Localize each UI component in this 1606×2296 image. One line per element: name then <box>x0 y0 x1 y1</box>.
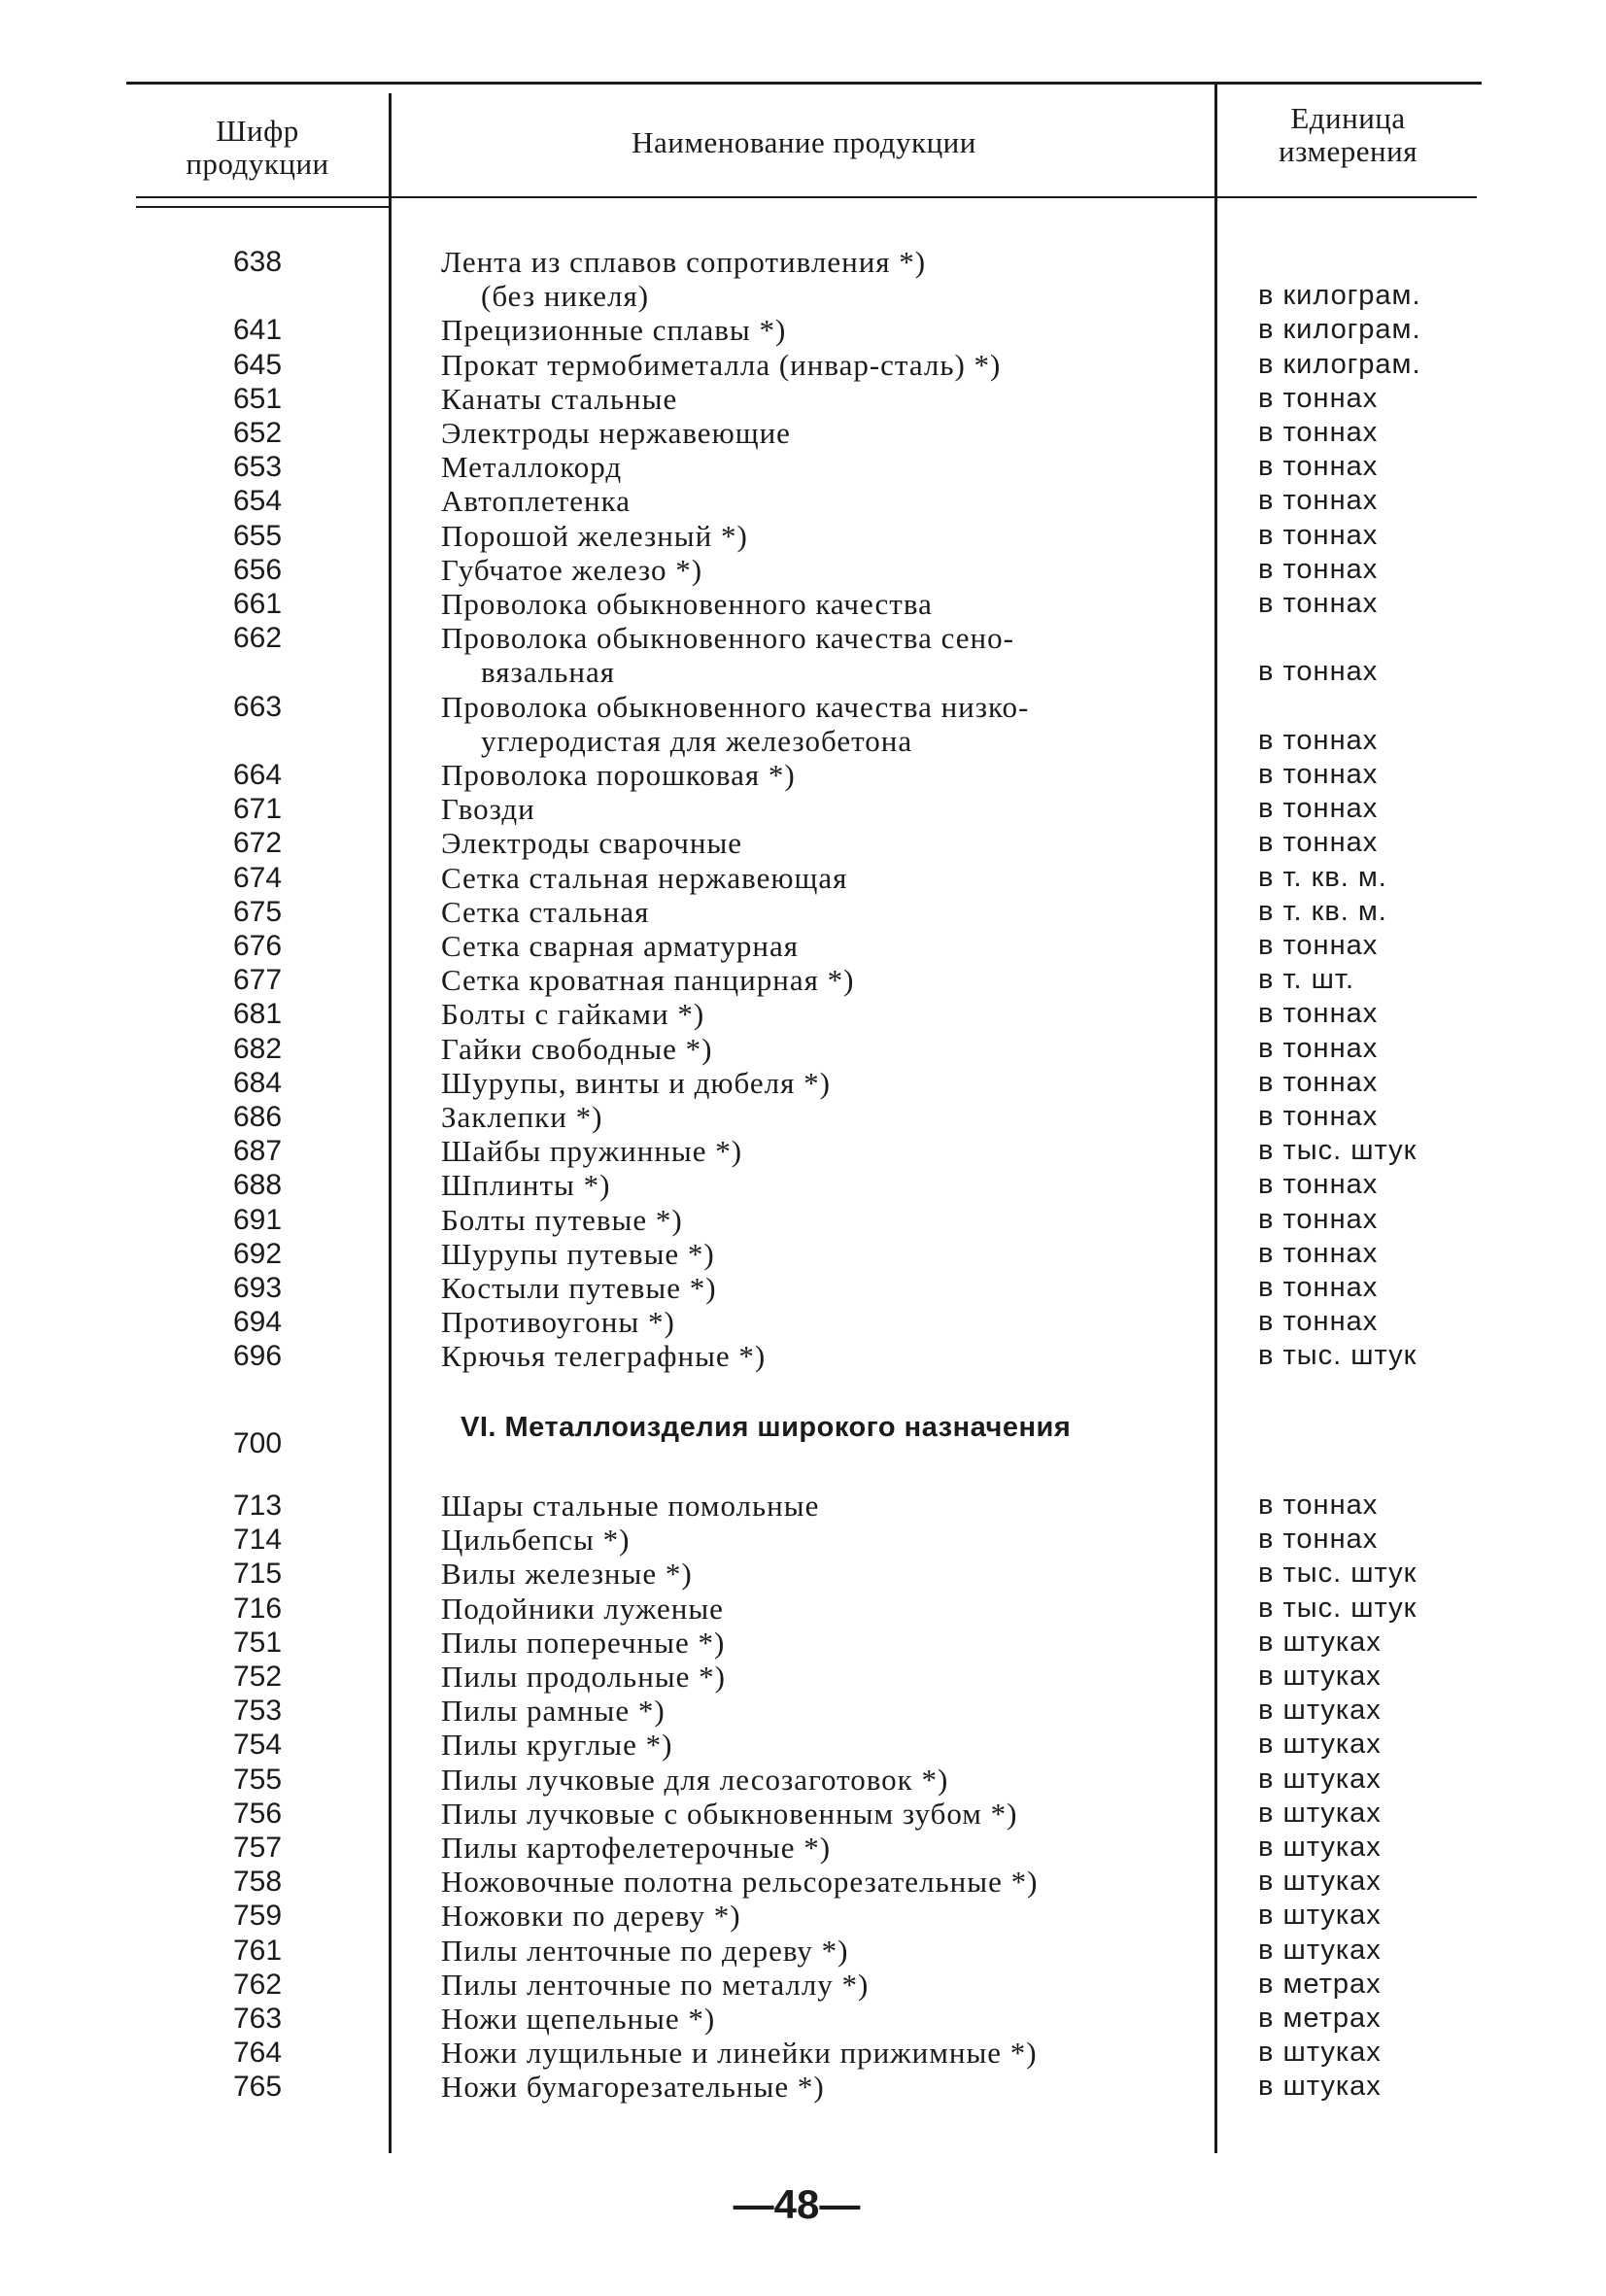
product-name: Заклепки *) <box>441 1100 603 1134</box>
product-code: 677 <box>232 964 283 996</box>
product-code: 682 <box>232 1033 283 1065</box>
page-number: —48— <box>733 2181 861 2227</box>
table-row <box>0 1237 1606 1271</box>
product-name: Проволока обыкновенного качества сено- <box>441 621 1014 655</box>
product-name: Сетка стальная <box>441 895 650 929</box>
product-unit: в штуках <box>1258 1900 1382 1931</box>
table-row <box>0 1934 1606 1968</box>
product-unit: в тоннах <box>1258 554 1379 585</box>
table-row <box>0 1305 1606 1339</box>
product-unit: в тоннах <box>1258 1101 1379 1132</box>
product-code: 663 <box>232 691 283 723</box>
table-row <box>0 1626 1606 1660</box>
table-row <box>0 1203 1606 1237</box>
product-code: 756 <box>232 1798 283 1830</box>
product-code: 653 <box>232 451 283 483</box>
section-code: 700 <box>232 1427 283 1459</box>
product-code: 757 <box>232 1832 283 1864</box>
table-row <box>0 416 1606 450</box>
table-row <box>0 1831 1606 1865</box>
header-unit-column <box>1219 102 1477 168</box>
product-unit: в штуках <box>1258 1764 1382 1795</box>
product-unit: в тоннах <box>1258 827 1379 858</box>
table-row <box>0 450 1606 484</box>
table-row <box>0 1134 1606 1168</box>
product-code: 691 <box>232 1204 283 1236</box>
product-unit: в тоннах <box>1258 520 1379 551</box>
product-code: 764 <box>232 2037 283 2069</box>
table-row <box>0 1066 1606 1100</box>
product-code: 758 <box>232 1866 283 1898</box>
product-unit: в т. кв. м. <box>1258 862 1387 893</box>
product-code: 696 <box>232 1340 283 1372</box>
product-name: Болты путевые *) <box>441 1203 683 1237</box>
table-row <box>0 1660 1606 1694</box>
header-bottom-rule <box>136 196 1477 198</box>
table-row <box>0 245 1606 279</box>
product-unit: в метрах <box>1258 1969 1382 2000</box>
table-row <box>0 1968 1606 2002</box>
product-unit: в штуках <box>1258 1798 1382 1829</box>
product-unit: в тоннах <box>1258 1169 1379 1200</box>
product-name: Пилы картофелетерочные *) <box>441 1831 832 1865</box>
table-row <box>0 1489 1606 1523</box>
header-unit-line2: измерения <box>1279 134 1418 168</box>
product-name: Пилы лучковые с обыкновенным зубом *) <box>441 1797 1018 1831</box>
product-code: 755 <box>232 1764 283 1796</box>
table-row <box>0 1728 1606 1762</box>
header-name-label: Наименование продукции <box>632 125 976 159</box>
product-name: Шурупы, винты и дюбеля *) <box>441 1066 831 1100</box>
section-title: VI. Металлоизделия широкого назначения <box>461 1412 1072 1443</box>
product-name: Сетка кроватная панцирная *) <box>441 963 855 997</box>
product-code: 688 <box>232 1169 283 1201</box>
product-unit: в тыс. штук <box>1258 1135 1418 1166</box>
product-unit: в штуках <box>1258 1832 1382 1863</box>
table-row <box>0 792 1606 826</box>
product-name: Электроды сварочные <box>441 826 743 860</box>
product-unit: в тоннах <box>1258 1238 1379 1269</box>
product-name: Шплинты *) <box>441 1168 611 1202</box>
product-unit: в тоннах <box>1258 1524 1379 1555</box>
product-name: Проволока порошковая *) <box>441 758 796 792</box>
table-row <box>0 519 1606 553</box>
table-row <box>0 587 1606 621</box>
product-name: Вилы железные *) <box>441 1557 693 1591</box>
table-row <box>0 1763 1606 1797</box>
product-unit: в штуках <box>1258 1661 1382 1692</box>
product-code: 716 <box>232 1593 283 1625</box>
table-row <box>0 1032 1606 1066</box>
product-code: 675 <box>232 896 283 928</box>
product-unit: в штуках <box>1258 1866 1382 1897</box>
product-code: 713 <box>232 1490 283 1522</box>
header-name-column <box>393 126 1214 159</box>
table-row <box>0 1523 1606 1557</box>
product-unit: в тоннах <box>1258 417 1379 448</box>
table-row <box>0 2036 1606 2070</box>
product-code: 759 <box>232 1900 283 1932</box>
product-code: 694 <box>232 1306 283 1338</box>
product-name: Гайки свободные *) <box>441 1032 713 1066</box>
product-unit: в штуках <box>1258 1729 1382 1760</box>
product-name: Шурупы путевые *) <box>441 1237 715 1271</box>
product-name: Шары стальные помольные <box>441 1489 820 1523</box>
product-name: Электроды нержавеющие <box>441 416 791 450</box>
product-name: Ножовочные полотна рельсорезательные *) <box>441 1865 1039 1899</box>
header-code-line1: Шифр <box>216 114 299 148</box>
product-name: Пилы лучковые для лесозаготовок *) <box>441 1763 949 1797</box>
product-unit: в метрах <box>1258 2003 1382 2034</box>
product-name: Ножи лущильные и линейки прижимные *) <box>441 2036 1038 2070</box>
product-name: Сетка стальная нержавеющая <box>441 861 848 895</box>
table-row <box>0 963 1606 997</box>
table-row <box>0 1557 1606 1591</box>
table-row <box>0 553 1606 587</box>
product-name: Автоплетенка <box>441 484 631 518</box>
product-code: 654 <box>232 485 283 517</box>
product-name: вязальная <box>481 655 615 689</box>
product-unit: в тоннах <box>1258 1272 1379 1303</box>
product-name: Пилы рамные *) <box>441 1694 666 1728</box>
product-name: Губчатое железо *) <box>441 553 703 587</box>
table-row <box>0 1694 1606 1728</box>
body-top-rule <box>136 206 389 208</box>
product-unit: в штуках <box>1258 1627 1382 1658</box>
table-row <box>0 1865 1606 1899</box>
table-row <box>0 758 1606 792</box>
product-name: Пилы ленточные по дереву *) <box>441 1934 849 1968</box>
product-name: Проволока обыкновенного качества <box>441 587 933 621</box>
product-unit: в штуках <box>1258 1695 1382 1726</box>
table-top-rule <box>126 82 1482 85</box>
product-name: Пилы круглые *) <box>441 1728 673 1762</box>
product-code: 656 <box>232 554 283 586</box>
table-row <box>0 895 1606 929</box>
product-unit: в тоннах <box>1258 998 1379 1029</box>
product-unit: в тоннах <box>1258 1490 1379 1521</box>
table-row <box>0 1271 1606 1305</box>
product-code: 684 <box>232 1067 283 1099</box>
product-code: 674 <box>232 862 283 894</box>
product-name: Крючья телеграфные *) <box>441 1339 767 1373</box>
product-unit: в тоннах <box>1258 451 1379 482</box>
product-unit: в тоннах <box>1258 1033 1379 1064</box>
product-name: Проволока обыкновенного качества низко- <box>441 690 1030 724</box>
product-code: 672 <box>232 827 283 859</box>
table-row <box>0 929 1606 963</box>
product-code: 714 <box>232 1524 283 1556</box>
product-code: 754 <box>232 1729 283 1761</box>
product-name: Пилы поперечные *) <box>441 1626 726 1660</box>
product-code: 752 <box>232 1661 283 1693</box>
product-name: Сетка сварная арматурная <box>441 929 799 963</box>
product-code: 651 <box>232 383 283 415</box>
product-unit: в тоннах <box>1258 588 1379 619</box>
product-name: Ножовки по дереву *) <box>441 1899 741 1933</box>
product-code: 763 <box>232 2003 283 2035</box>
product-name: (без никеля) <box>481 279 650 313</box>
product-code: 676 <box>232 930 283 962</box>
product-unit: в тоннах <box>1258 485 1379 516</box>
product-code: 641 <box>232 314 283 346</box>
product-code: 661 <box>232 588 283 620</box>
product-code: 761 <box>232 1935 283 1967</box>
product-code: 662 <box>232 622 283 654</box>
product-code: 652 <box>232 417 283 449</box>
product-unit: в тыс. штук <box>1258 1340 1418 1371</box>
table-row <box>0 826 1606 860</box>
product-name: Противоугоны *) <box>441 1305 675 1339</box>
product-name: Шайбы пружинные *) <box>441 1134 743 1168</box>
product-name: Канаты стальные <box>441 382 678 416</box>
product-name: Металлокорд <box>441 450 623 484</box>
header-code-column <box>136 115 379 181</box>
product-name: углеродистая для железобетона <box>481 724 913 758</box>
table-row <box>0 1899 1606 1933</box>
product-name: Подойники луженые <box>441 1592 724 1626</box>
product-unit: в тоннах <box>1258 793 1379 824</box>
table-row <box>0 279 1606 313</box>
table-row <box>0 997 1606 1031</box>
product-code: 692 <box>232 1238 283 1270</box>
product-name: Ножи бумагорезательные *) <box>441 2070 825 2104</box>
product-unit: в штуках <box>1258 1935 1382 1966</box>
table-row <box>0 382 1606 416</box>
product-unit: в килограм. <box>1258 349 1421 380</box>
table-row <box>0 2002 1606 2036</box>
product-name: Болты с гайками *) <box>441 997 705 1031</box>
product-code: 765 <box>232 2071 283 2103</box>
product-name: Прецизионные сплавы *) <box>441 313 787 347</box>
product-unit: в тоннах <box>1258 759 1379 790</box>
header-unit-line1: Единица <box>1290 101 1406 135</box>
product-name: Порошой железный *) <box>441 519 748 553</box>
product-name: Пилы продольные *) <box>441 1660 726 1694</box>
product-code: 687 <box>232 1135 283 1167</box>
product-code: 762 <box>232 1969 283 2001</box>
table-row <box>0 348 1606 382</box>
table-row <box>0 2070 1606 2104</box>
table-row <box>0 1797 1606 1831</box>
product-code: 655 <box>232 520 283 552</box>
product-code: 671 <box>232 793 283 825</box>
product-code: 715 <box>232 1558 283 1590</box>
product-code: 753 <box>232 1695 283 1727</box>
table-row <box>0 655 1606 689</box>
table-row <box>0 690 1606 724</box>
product-code: 681 <box>232 998 283 1030</box>
product-unit: в т. кв. м. <box>1258 896 1387 927</box>
table-row <box>0 313 1606 347</box>
product-unit: в килограм. <box>1258 314 1421 345</box>
table-row <box>0 484 1606 518</box>
header-code-line2: продукции <box>186 147 329 181</box>
product-name: Прокат термобиметалла (инвар-сталь) *) <box>441 348 1002 382</box>
product-unit: в тоннах <box>1258 725 1379 756</box>
product-name: Цильбепсы *) <box>441 1523 631 1557</box>
product-code: 751 <box>232 1627 283 1659</box>
product-code: 645 <box>232 349 283 381</box>
product-name: Лента из сплавов сопротивления *) <box>441 245 927 279</box>
product-code: 686 <box>232 1101 283 1133</box>
table-row <box>0 621 1606 655</box>
product-code: 638 <box>232 246 283 278</box>
product-unit: в тоннах <box>1258 1067 1379 1098</box>
product-name: Костыли путевые *) <box>441 1271 717 1305</box>
product-name: Гвозди <box>441 792 535 826</box>
product-unit: в тоннах <box>1258 1306 1379 1337</box>
table-row <box>0 724 1606 758</box>
product-unit: в тоннах <box>1258 656 1379 687</box>
table-row <box>0 861 1606 895</box>
product-unit: в штуках <box>1258 2071 1382 2102</box>
product-code: 693 <box>232 1272 283 1304</box>
product-unit: в тоннах <box>1258 930 1379 961</box>
product-name: Ножи щепельные *) <box>441 2002 716 2036</box>
table-row <box>0 1339 1606 1373</box>
product-unit: в тоннах <box>1258 383 1379 414</box>
table-row <box>0 1168 1606 1202</box>
product-unit: в т. шт. <box>1258 964 1355 995</box>
product-unit: в тоннах <box>1258 1204 1379 1235</box>
product-name: Пилы ленточные по металлу *) <box>441 1968 870 2002</box>
table-row <box>0 1100 1606 1134</box>
product-code: 664 <box>232 759 283 791</box>
product-unit: в тыс. штук <box>1258 1558 1418 1589</box>
table-row <box>0 1592 1606 1626</box>
product-unit: в тыс. штук <box>1258 1593 1418 1624</box>
product-unit: в штуках <box>1258 2037 1382 2068</box>
product-unit: в килограм. <box>1258 280 1421 311</box>
